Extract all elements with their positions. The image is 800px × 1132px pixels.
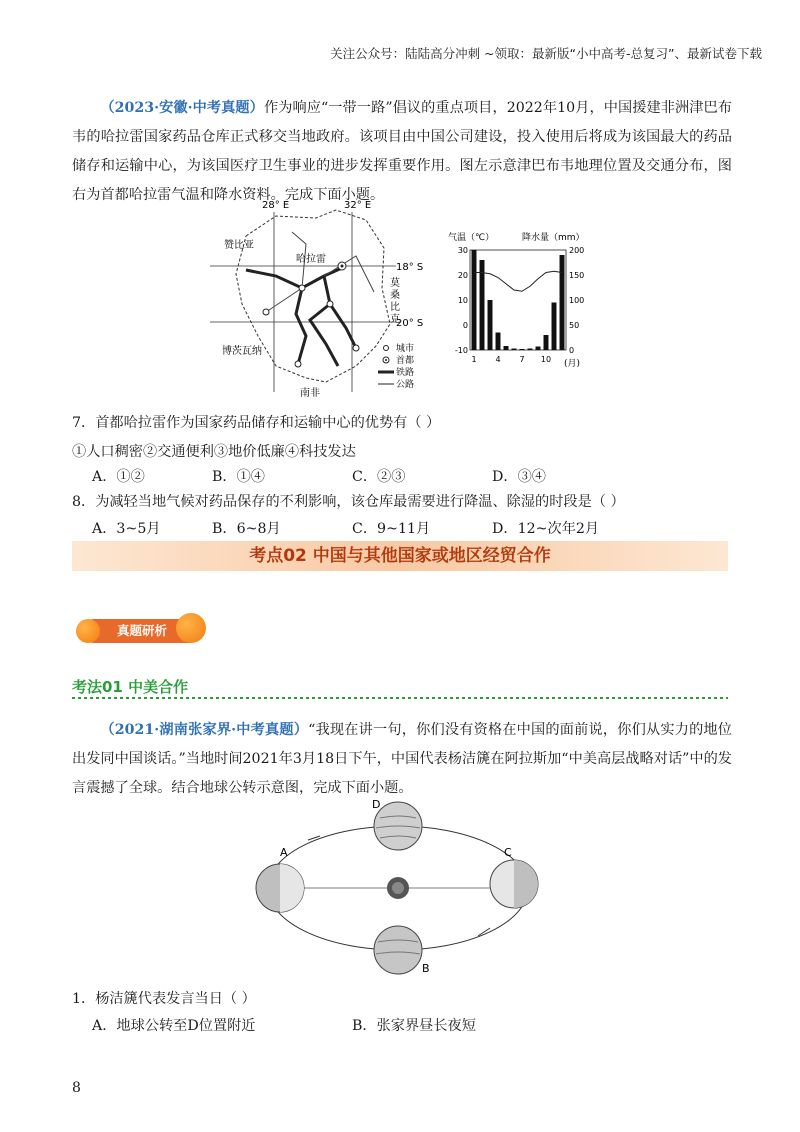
label-zambia: 赞比亚	[224, 240, 254, 251]
legend-city: 城市	[396, 344, 415, 354]
q7-option-a[interactable]: A．①②	[92, 469, 145, 485]
q1-option-b[interactable]: B．张家界昼长夜短	[352, 1018, 476, 1034]
orange-icon	[176, 613, 206, 643]
lat-label-20: 20° S	[396, 318, 424, 329]
label-c: C	[504, 846, 512, 859]
earth-d	[374, 802, 422, 850]
temp-tick-label: 30	[457, 246, 468, 255]
temp-axis-label: 气温（℃）	[448, 233, 495, 243]
question-body: “我现在讲一句，你们没有资格在中国的面前说，你们从实力的地位出发同中国谈话。”当地时间2021年3月18日下午，中国代表杨洁篪在阿拉斯加“中美高层战略对话”中的发言震撼了全球。结合地球公转示意图，完成下面小题。	[72, 722, 732, 796]
earth-a	[256, 864, 304, 912]
city-icon	[327, 301, 333, 307]
lat-label-18: 18° S	[396, 262, 424, 273]
earth-c	[490, 860, 538, 908]
precip-bar	[504, 346, 509, 350]
zimbabwe-map	[206, 196, 436, 402]
method-underline	[72, 697, 728, 699]
q7-option-d[interactable]: D．③④	[492, 469, 546, 485]
temp-tick-label: -10	[454, 346, 468, 355]
precip-axis-label: 降水量（mm）	[522, 233, 585, 243]
label-a: A	[280, 846, 288, 859]
month-tick-label: 10	[540, 355, 552, 364]
q7-option-c[interactable]: C．②③	[352, 469, 406, 485]
q1-option-a[interactable]: A．地球公转至D位置附近	[92, 1018, 256, 1034]
temperature-line	[474, 271, 562, 291]
label-mozambique-2: 桑	[390, 290, 400, 301]
page-header: 关注公众号：陆陆高分冲刺 ~领取：最新版“小中高考-总复习”、最新试卷下载	[330, 46, 762, 61]
climate-chart	[448, 230, 598, 372]
temp-tick-label: 20	[457, 271, 468, 280]
lon-label-32: 32° E	[344, 200, 372, 211]
precip-bar	[520, 349, 525, 350]
precip-bar	[544, 335, 549, 350]
q7-option-b[interactable]: B．①④	[212, 469, 265, 485]
legend-capital: 首都	[396, 356, 415, 366]
precip-bar	[496, 333, 501, 351]
question-7-stem: 7．首都哈拉雷作为国家药品储存和运输中心的优势有（ ）	[72, 415, 441, 431]
question-body: 作为响应“一带一路”倡议的重点项目，2022年10月，中国援建非洲津巴布韦的哈拉雷国家药品仓库正式移交当地政府。该项目由中国公司建设，投入使用后将成为该国最大的药品储存和运输中心，为该国医疗卫生事业的进步发挥重要作用。图左示意津巴布韦地理位置及交通分布，图右为首都哈拉雷气温和降水资料。完成下面小题。	[72, 100, 732, 203]
city-icon	[299, 285, 305, 291]
month-tick-label: 7	[519, 355, 525, 364]
label-mozambique-3: 比	[390, 302, 400, 313]
q8-option-a[interactable]: A．3~5月	[92, 521, 161, 537]
label-d: D	[372, 798, 381, 811]
label-south-africa: 南非	[300, 388, 320, 399]
earth-b	[374, 926, 422, 974]
question-8-stem: 8．为减轻当地气候对药品保存的不利影响，该仓库最需要进行降温、除湿的时段是（ ）	[72, 494, 625, 510]
label-mozambique-4: 克	[390, 314, 400, 325]
railway-lines	[246, 268, 356, 366]
precip-bar	[480, 260, 485, 350]
source-tag: （2021·湖南张家界·中考真题）	[100, 722, 309, 738]
precip-tick-label: 50	[569, 321, 580, 330]
month-unit: (月)	[564, 359, 581, 369]
precip-tick-label: 100	[569, 296, 585, 305]
precip-bar	[512, 349, 517, 351]
precip-tick-label: 150	[569, 271, 585, 280]
legend-city-icon	[384, 346, 389, 351]
month-tick-label: 1	[471, 355, 477, 364]
legend-rail: 铁路	[396, 368, 415, 378]
label-b: B	[422, 962, 430, 975]
question-intro-2021	[72, 716, 732, 803]
precip-bar	[472, 250, 477, 350]
city-icon	[263, 309, 269, 315]
precip-bar	[528, 349, 533, 351]
question-1-stem: 1．杨洁篪代表发言当日（ ）	[72, 991, 256, 1007]
tag-label: 真题研析	[82, 619, 202, 643]
page-number: 8	[72, 1080, 81, 1096]
precip-bar	[560, 255, 565, 350]
method-title: 考法01 中美合作	[72, 678, 189, 696]
q8-option-d[interactable]: D．12~次年2月	[492, 521, 600, 537]
tag-badge	[76, 617, 204, 645]
q8-option-c[interactable]: C．9~11月	[352, 521, 431, 537]
q8-option-b[interactable]: B．6~8月	[212, 521, 281, 537]
road-lines	[266, 232, 374, 312]
precip-bar	[488, 300, 493, 350]
temp-tick-label: 10	[457, 296, 468, 305]
source-tag: （2023·安徽·中考真题）	[100, 100, 264, 116]
earth-orbit-diagram	[248, 796, 548, 978]
section-banner: 考点02 中国与其他国家或地区经贸合作	[72, 541, 728, 571]
question-intro-2023	[72, 94, 732, 210]
question-7-items: ①人口稠密②交通便利③地价低廉④科技发达	[72, 444, 356, 460]
precip-bar	[552, 303, 557, 351]
city-icon	[295, 361, 301, 367]
city-icon	[353, 345, 359, 351]
orange-icon	[76, 619, 100, 643]
precip-tick-label: 0	[569, 346, 575, 355]
precip-tick-label: 200	[569, 246, 585, 255]
temp-tick-label: 0	[462, 321, 468, 330]
legend-road: 公路	[396, 380, 415, 390]
month-tick-label: 4	[495, 355, 501, 364]
label-botswana: 博茨瓦纳	[222, 346, 262, 357]
precip-bar	[536, 347, 541, 351]
label-harare: 哈拉雷	[296, 254, 326, 265]
lon-label-28: 28° E	[262, 200, 290, 211]
label-mozambique-1: 莫	[390, 278, 400, 289]
